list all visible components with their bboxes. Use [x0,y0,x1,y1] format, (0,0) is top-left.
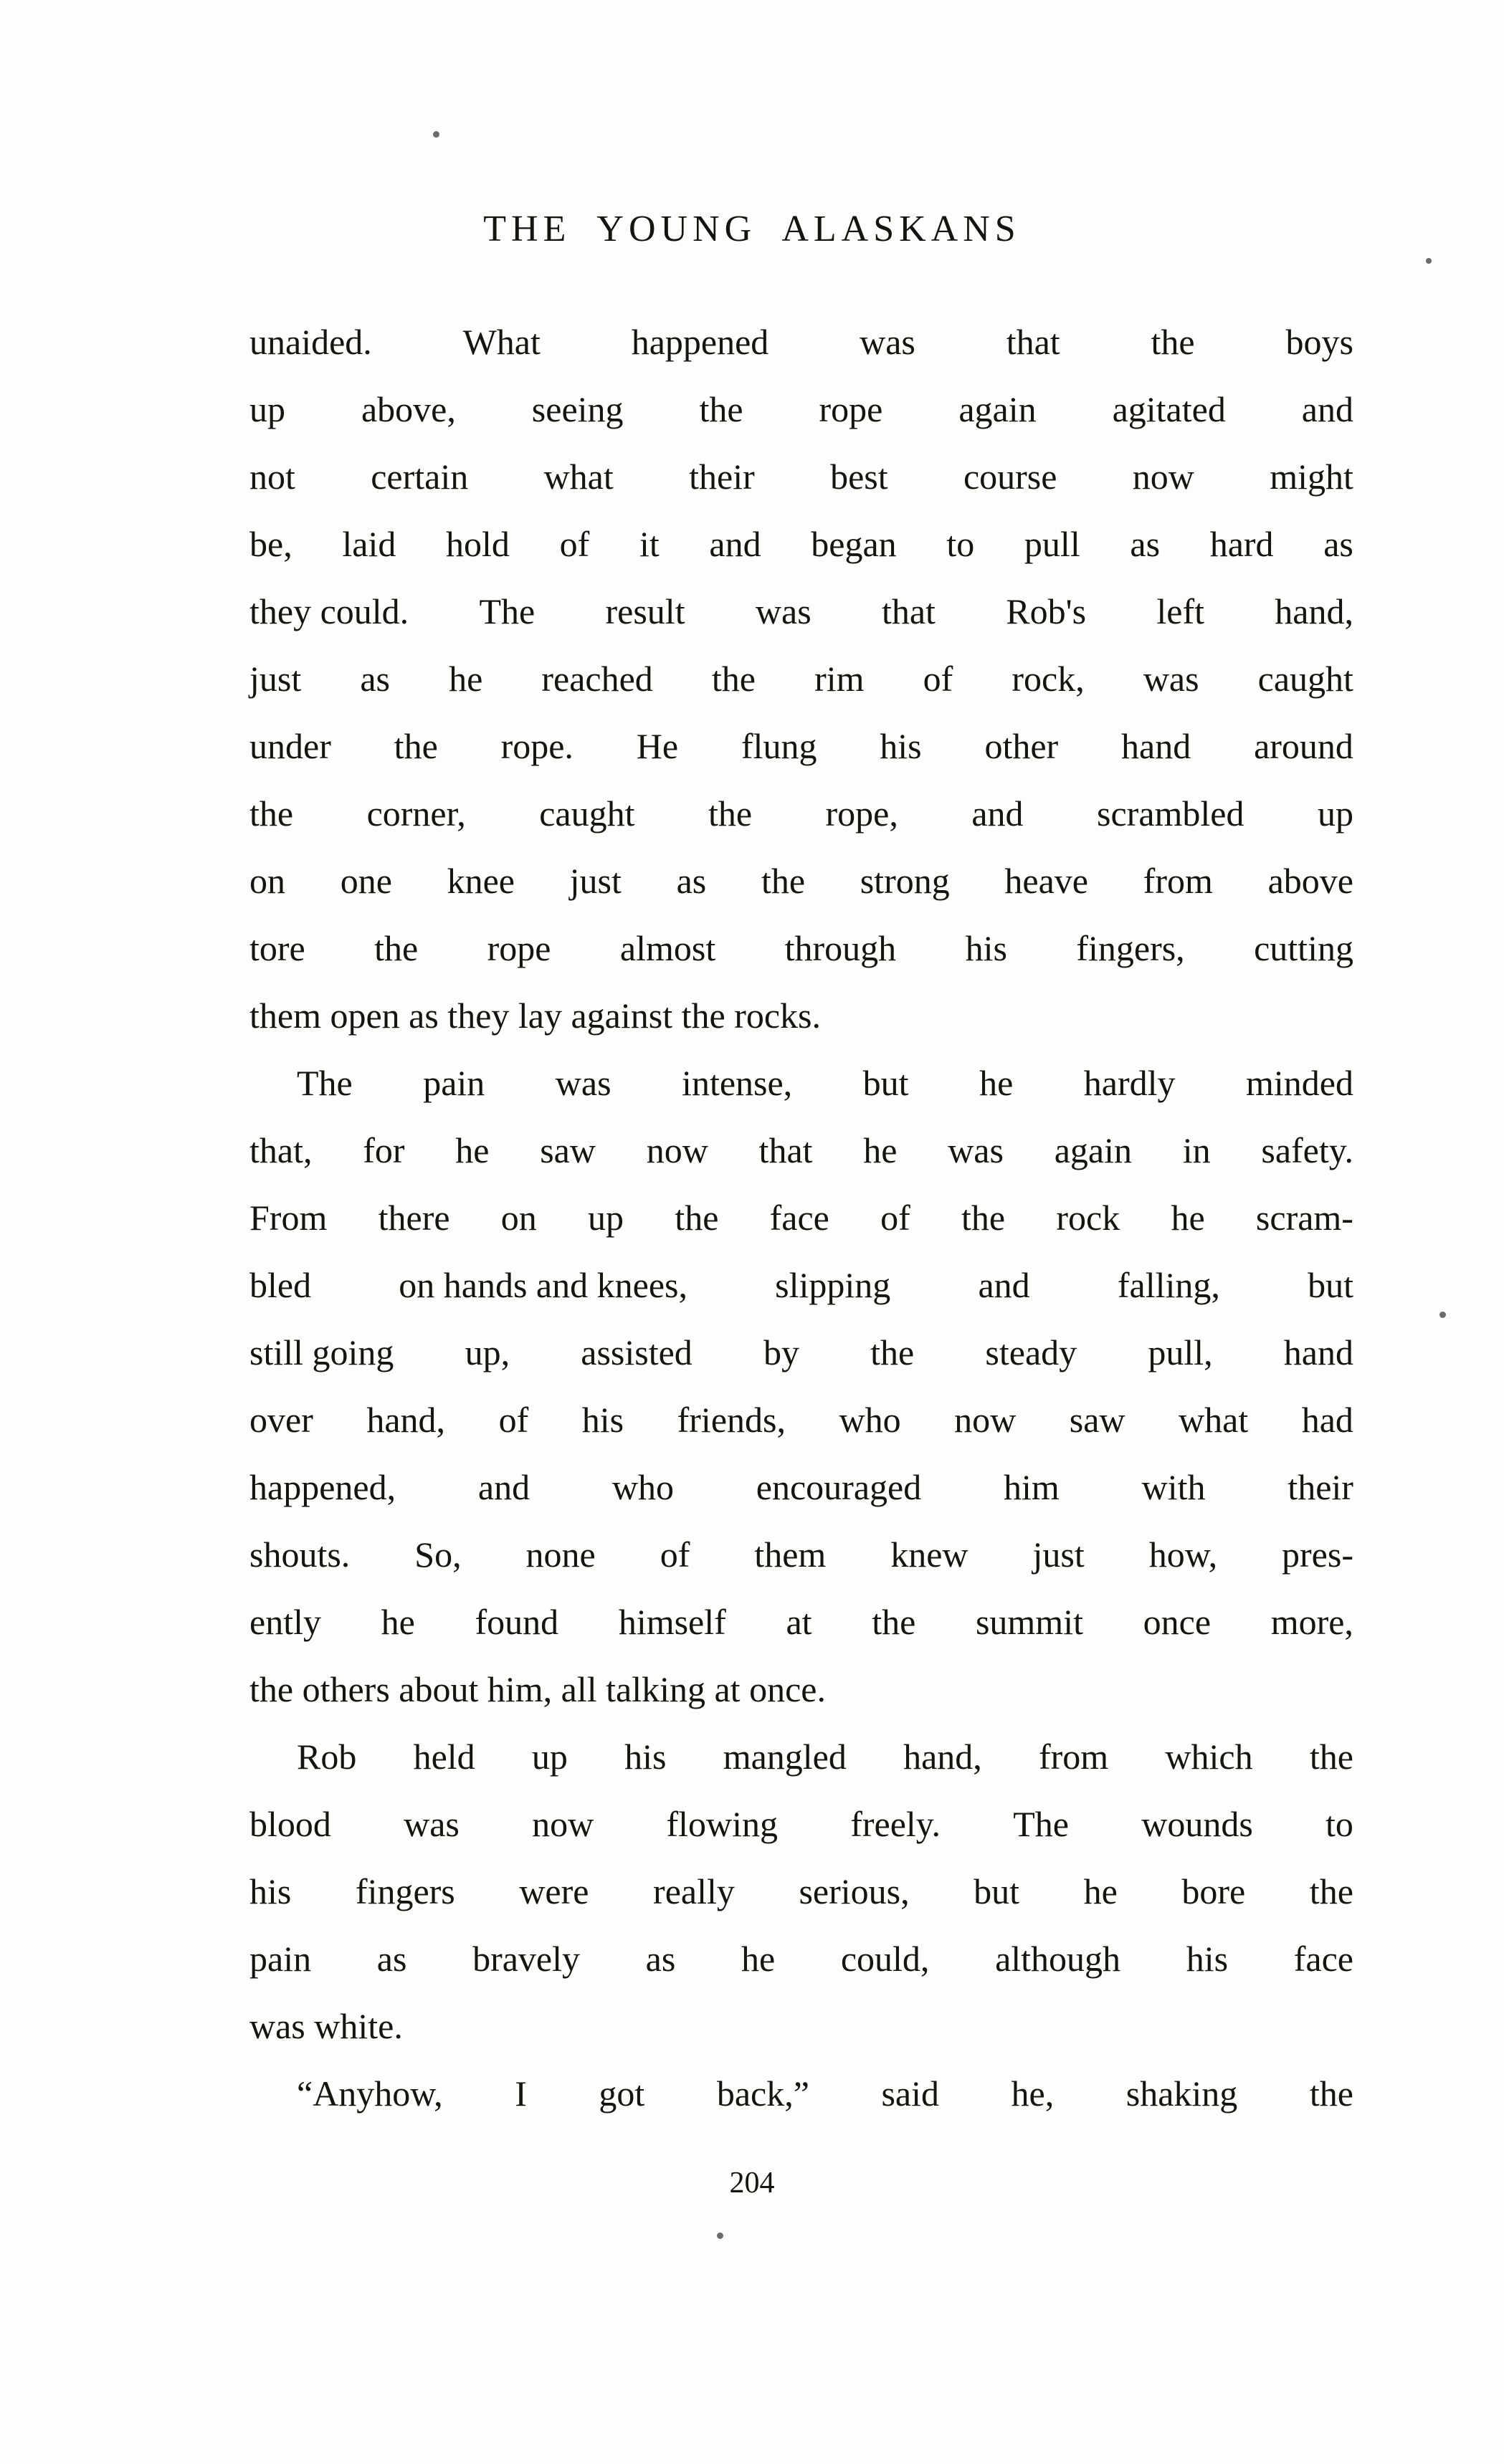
text-word: as [645,1939,676,1979]
text-word: just [249,659,302,699]
text-word: was [404,1804,460,1844]
text-word: pres- [1282,1534,1353,1575]
text-word: be, [249,524,292,564]
text-word: intense, [682,1063,793,1103]
text-word: caught [539,793,635,834]
text-word: his [1186,1939,1229,1979]
text-word: shaking [1125,2073,1238,2114]
text-line [249,1925,1353,1992]
text-word: boys [1285,322,1353,362]
text-word: now [646,1130,708,1170]
text-word: he [381,1602,415,1642]
text-word: his [624,1737,667,1777]
text-word: hardly [1083,1063,1176,1103]
text-word: as [1323,524,1353,564]
text-word: heave [1004,861,1088,901]
text-word: corner, [366,793,466,834]
text-word: who [839,1400,901,1440]
text-word: as [1130,524,1161,564]
text-word: left [1156,591,1204,631]
text-line [249,645,1353,712]
text-word: reached [541,659,653,699]
text-line [249,1723,1353,1790]
text-word: saw [540,1130,596,1170]
text-word: Rob's [1006,591,1087,631]
text-word: his [249,1871,292,1911]
text-word: rope [487,928,551,968]
text-word: of [660,1534,690,1575]
text-word: the [711,659,756,699]
text-word: knew [890,1534,968,1575]
text-word: assisted [581,1332,692,1372]
text-word: not [249,457,295,497]
text-word: What [462,322,541,362]
text-word: the [1309,1871,1353,1911]
text-word: began [811,524,897,564]
page-speck-right-upper [1426,258,1432,264]
text-word: pull [1024,524,1080,564]
text-word: cutting [1254,928,1353,968]
text-word: rope, [825,793,898,834]
text-word: on [500,1198,537,1238]
text-line [249,780,1353,847]
text-word: which [1165,1737,1253,1777]
text-word: just [569,861,622,901]
running-head: THE YOUNG ALASKANS [483,209,1021,249]
text-word: of [559,524,590,564]
text-word: to [946,524,975,564]
text-word: was [755,591,812,631]
body-text-block [249,308,1353,2127]
text-word: result [605,591,685,631]
text-line [249,1184,1353,1251]
text-word: ently [249,1602,321,1642]
text-word: hand, [903,1737,982,1777]
text-word: back,” [716,2073,809,2114]
text-word: now [1132,457,1194,497]
text-line [249,1117,1353,1184]
text-word: was white. [249,2006,403,2046]
text-word: the [1151,322,1195,362]
text-word: the [1309,2073,1353,2114]
text-word: his [581,1400,624,1440]
text-word: from [1143,861,1213,901]
text-word: for [363,1130,405,1170]
text-word: hand, [366,1400,446,1440]
text-word: knee [447,861,515,901]
text-word: again [958,389,1037,429]
text-word: rim [814,659,865,699]
page-speck-bottom [717,2233,723,2239]
page-number: 204 [729,2167,775,2200]
text-word: face [1293,1939,1353,1979]
text-word: Rob [297,1737,357,1777]
text-word: there [378,1198,450,1238]
text-word: course [963,457,1057,497]
text-word: and [1301,389,1353,429]
text-word: the [872,1602,916,1642]
text-word: summit [975,1602,1083,1642]
text-word: was [948,1130,1004,1170]
text-line [249,982,1353,1049]
text-word: happened [631,322,769,362]
text-word: he, [1011,2073,1055,2114]
text-word: of [923,659,953,699]
text-word: but [862,1063,909,1103]
text-word: their [1288,1467,1353,1507]
text-line [249,1319,1353,1386]
text-word: rope. [500,726,573,766]
text-word: friends, [677,1400,786,1440]
text-word: other [984,726,1059,766]
text-word: was [860,322,915,362]
text-line [249,1790,1353,1858]
text-word: his [965,928,1007,968]
text-word: and [971,793,1024,834]
text-word: on [249,861,285,901]
text-word: by [763,1332,799,1372]
text-word: flung [741,726,817,766]
text-line [249,847,1353,915]
text-word: at [786,1602,812,1642]
text-line [249,1588,1353,1656]
text-word: really [653,1871,735,1911]
text-word: it [639,524,660,564]
text-word: got [599,2073,645,2114]
text-word: now [954,1400,1017,1440]
text-word: what [1179,1400,1249,1440]
page-speck-top [433,131,439,138]
text-line [249,1858,1353,1925]
text-word: from [1039,1737,1109,1777]
text-word: as [376,1939,407,1979]
text-word: he [1083,1871,1118,1911]
page-speck-right-middle [1439,1312,1446,1318]
text-line [249,1386,1353,1453]
text-line [249,1656,1353,1723]
text-word: the [870,1332,915,1372]
text-word: the [761,861,806,901]
text-word: that [881,591,936,631]
text-word: the [394,726,438,766]
text-word: over [249,1400,313,1440]
text-word: and [709,524,761,564]
text-word: the [699,389,743,429]
text-word: more, [1270,1602,1353,1642]
text-word: steady [985,1332,1077,1372]
text-word: The [297,1063,353,1103]
text-word: up [588,1198,624,1238]
text-word: hand [1283,1332,1353,1372]
text-word: that [1006,322,1060,362]
text-word: he [979,1063,1014,1103]
text-line [249,510,1353,578]
text-word: tore [249,928,305,968]
text-word: around [1254,726,1353,766]
text-line [249,2060,1353,2127]
text-word: could, [840,1939,930,1979]
text-word: certain [371,457,469,497]
text-word: the [708,793,753,834]
text-word: to [1325,1804,1353,1844]
text-line [249,578,1353,645]
text-word: of [498,1400,529,1440]
text-word: saw [1069,1400,1125,1440]
text-word: as [360,659,390,699]
text-word: agitated [1112,389,1226,429]
text-word: his [880,726,922,766]
text-word: rock [1056,1198,1120,1238]
text-word: one [340,861,392,901]
text-word: he [863,1130,898,1170]
text-word: slipping [775,1265,891,1305]
text-word: held [413,1737,475,1777]
text-word: seeing [531,389,624,429]
text-word: with [1141,1467,1206,1507]
text-word: He [636,726,679,766]
text-word: just [1032,1534,1085,1575]
text-word: found [475,1602,559,1642]
text-word: wounds [1141,1804,1253,1844]
text-word: that [758,1130,813,1170]
text-word: pain [249,1939,312,1979]
text-word: happened, [249,1467,396,1507]
text-word: of [880,1198,910,1238]
text-word: fingers [355,1871,455,1911]
text-word: might [1270,457,1353,497]
text-word: laid [342,524,396,564]
text-word: were [519,1871,589,1911]
text-word: under [249,726,331,766]
text-word: shouts. [249,1534,351,1575]
text-line [249,1251,1353,1319]
text-line [249,712,1353,780]
text-word: mangled [723,1737,847,1777]
text-word: up [249,389,285,429]
text-line [249,915,1353,982]
text-word: and [477,1467,530,1507]
text-word: what [543,457,614,497]
text-word: they could. [249,591,409,631]
text-word: them [754,1534,827,1575]
text-word: once [1143,1602,1212,1642]
text-word: bore [1181,1871,1246,1911]
text-line [249,1521,1353,1588]
text-word: caught [1257,659,1353,699]
text-word: him [1004,1467,1060,1507]
text-line [249,443,1353,510]
text-word: and [978,1265,1030,1305]
text-word: although [995,1939,1121,1979]
text-word: the [1309,1737,1353,1777]
text-word: hard [1209,524,1274,564]
text-word: in [1182,1130,1211,1170]
text-word: up, [465,1332,510,1372]
text-word: pain [423,1063,485,1103]
text-word: still going [249,1332,394,1372]
text-word: again [1054,1130,1132,1170]
text-word: bled [249,1265,312,1305]
text-word: serious, [799,1871,910,1911]
text-line [249,1453,1353,1521]
text-word: the [249,793,294,834]
text-word: hand [1121,726,1191,766]
text-word: through [784,928,897,968]
text-word: himself [618,1602,726,1642]
text-word: scram- [1255,1198,1353,1238]
text-line [249,1049,1353,1117]
text-word: now [532,1804,594,1844]
text-word: “Anyhow, [297,2073,443,2114]
text-word: unaided. [249,322,372,362]
text-word: strong [860,861,950,901]
text-word: up [531,1737,568,1777]
text-word: none [525,1534,596,1575]
text-word: their [689,457,755,497]
text-word: encouraged [756,1467,922,1507]
text-word: fingers, [1076,928,1185,968]
text-word: The [479,591,536,631]
text-word: hold [446,524,510,564]
text-word: safety. [1261,1130,1353,1170]
text-word: rock, [1012,659,1085,699]
text-word: The [1013,1804,1069,1844]
text-word: almost [619,928,716,968]
text-word: he [741,1939,776,1979]
text-word: was [555,1063,611,1103]
text-word: that, [249,1130,313,1170]
text-word: the others about him, all talking at once. [249,1669,826,1709]
text-word: above, [361,389,456,429]
text-word: I [515,2073,527,2114]
text-word: flowing [666,1804,778,1844]
text-word: hand, [1275,591,1353,631]
text-line [249,376,1353,443]
text-word: up [1317,793,1353,834]
text-word: the [374,928,419,968]
text-word: them open as they lay against the rocks. [249,995,821,1036]
text-word: he [1171,1198,1205,1238]
text-word: but [974,1871,1020,1911]
text-line [249,308,1353,376]
text-word: From [249,1198,328,1238]
text-word: above [1267,861,1353,901]
text-word: best [830,457,888,497]
text-word: he [455,1130,490,1170]
text-word: had [1301,1400,1353,1440]
text-word: falling, [1117,1265,1220,1305]
text-word: rope [819,389,883,429]
text-word: he [449,659,483,699]
text-word: minded [1245,1063,1353,1103]
text-word: as [676,861,707,901]
text-word: the [675,1198,719,1238]
text-word: scrambled [1097,793,1244,834]
text-line [249,1992,1353,2060]
text-word: freely. [850,1804,941,1844]
text-word: blood [249,1804,331,1844]
text-word: pull, [1148,1332,1213,1372]
text-word: said [881,2073,939,2114]
text-word: bravely [472,1939,580,1979]
text-word: but [1308,1265,1353,1305]
text-word: on hands and knees, [399,1265,687,1305]
text-word: was [1143,659,1199,699]
text-word: how, [1148,1534,1218,1575]
text-word: the [961,1198,1006,1238]
text-word: So, [414,1534,462,1575]
text-word: face [769,1198,829,1238]
text-word: who [611,1467,674,1507]
